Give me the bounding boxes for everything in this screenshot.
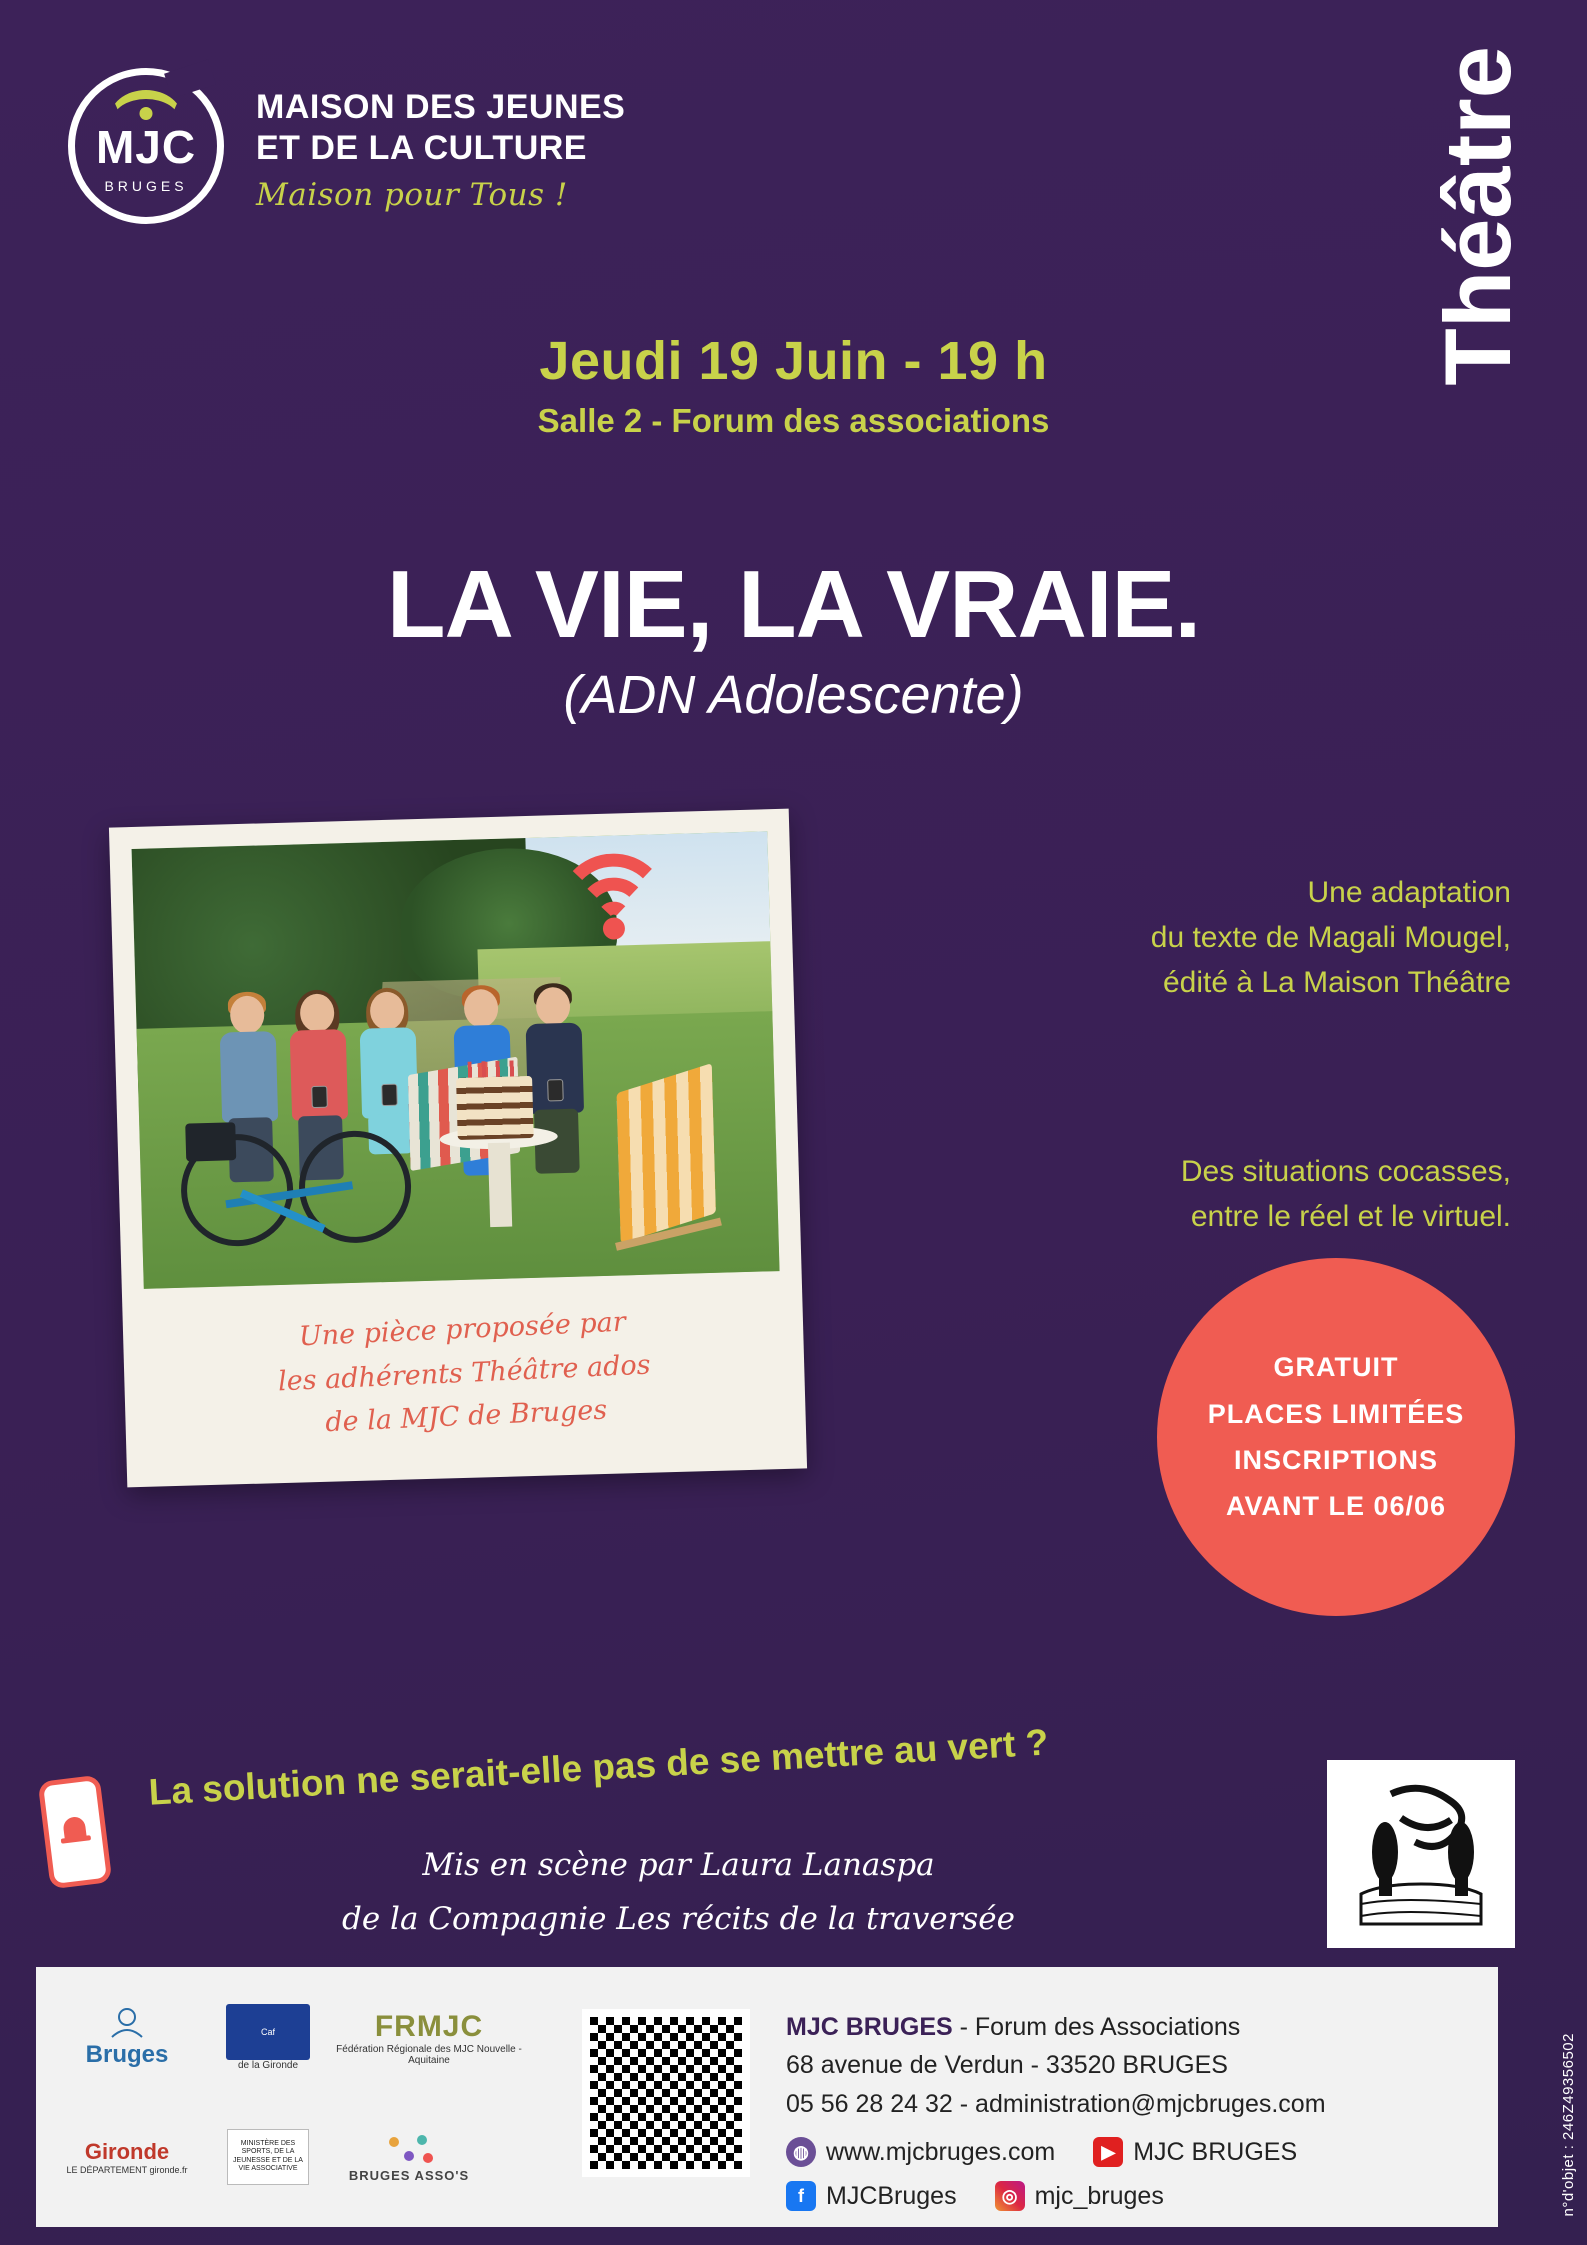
polaroid-photo (109, 809, 807, 1488)
youtube-label: MJC BRUGES (1133, 2137, 1298, 2166)
website-label: www.mjcbruges.com (826, 2137, 1056, 2166)
partner-logo-gironde (52, 2109, 202, 2205)
badge-line-4: AVANT LE 06/06 (1225, 1491, 1447, 1522)
adaptation-text (991, 870, 1511, 1005)
photo-caption-line-3: de la MJC de Bruges (324, 1394, 608, 1439)
pitch-line-2: entre le réel et le virtuel. (1190, 1200, 1511, 1233)
staging-line-2: de la Compagnie Les récits de la traversée (341, 1901, 1015, 1938)
registration-badge (1157, 1258, 1515, 1616)
partner-logo-prefet (212, 2109, 324, 2205)
deckchair (572, 1077, 726, 1241)
wifi-icon (552, 852, 675, 947)
partner-name: FRMJC (374, 2009, 484, 2043)
facebook-label: MJCBruges (826, 2182, 957, 2210)
org-line-2: ET DE LA CULTURE (256, 129, 587, 167)
partner-sub: de la Gironde (237, 2060, 299, 2071)
birthday-cake (456, 1076, 534, 1140)
partner-logo-bruges-assos (334, 2109, 484, 2205)
partner-sub: LE DÉPARTEMENT gironde.fr (66, 2164, 188, 2175)
youtube-icon: ▶ (1093, 2137, 1123, 2167)
logo-dot-icon (140, 107, 153, 120)
side-table (439, 1125, 560, 1228)
partner-name: Caf (260, 2026, 275, 2037)
instagram-icon: ◎ (995, 2181, 1025, 2211)
partner-name: Gironde (84, 2138, 170, 2164)
youtube-link[interactable] (1093, 2134, 1297, 2170)
company-logo (1327, 1760, 1515, 1948)
contact-address: 68 avenue de Verdun - 33520 BRUGES (786, 2051, 1228, 2080)
facebook-link[interactable] (786, 2178, 957, 2214)
adaptation-line-3: édité à La Maison Théâtre (1162, 966, 1511, 999)
poster-header (62, 62, 625, 230)
org-tagline: Maison pour Tous ! (256, 177, 568, 214)
badge-line-3: INSCRIPTIONS (1233, 1445, 1439, 1475)
partner-logo-frmjc (334, 1990, 524, 2086)
category-label-wrap (1395, 46, 1530, 386)
footer-bar (36, 1967, 1498, 2227)
event-place: Salle 2 - Forum des associations (537, 402, 1050, 439)
event-title-block (0, 551, 1587, 726)
bicycle (178, 1091, 412, 1247)
cast-photo (132, 831, 780, 1289)
photo-caption-line-2: les adhérents Théâtre ados (277, 1349, 652, 1398)
adaptation-line-2: du texte de Magali Mougel, (1150, 921, 1511, 954)
partner-logo-bruges (52, 1990, 202, 2086)
event-date: Jeudi 19 Juin - 19 h (539, 331, 1048, 391)
contact-org: MJC BRUGES (786, 2013, 953, 2041)
staging-line-1: Mis en scène par Laura Lanaspa (422, 1847, 935, 1883)
event-subtitle: (ADN Adolescente) (563, 664, 1024, 725)
instagram-link[interactable] (995, 2178, 1164, 2214)
adaptation-line-1: Une adaptation (1307, 876, 1511, 909)
website-link[interactable] (786, 2134, 1055, 2170)
badge-line-1: GRATUIT (1273, 1352, 1399, 1383)
category-label: Théâtre (1425, 46, 1530, 386)
contact-block (776, 1981, 1482, 2213)
badge-line-2: PLACES LIMITÉES (1207, 1398, 1465, 1429)
partner-logo-caf (212, 1990, 324, 2086)
object-reference: n°d'objet : 246Z49356502 (1560, 2033, 1577, 2217)
photo-caption (144, 1294, 785, 1454)
instagram-label: mjc_bruges (1034, 2182, 1164, 2210)
partner-sub: Fédération Régionale des MJC Nouvelle - Aquitaine (336, 2043, 522, 2066)
partner-sub: MINISTÈRE DES SPORTS, DE LA JEUNESSE ET DE LA VIE ASSOCIATIVE (233, 2140, 303, 2172)
page-title: LA VIE, LA VRAIE. (386, 551, 1201, 658)
tagline-question: La solution ne serait-elle pas de se mettre au vert ? (147, 1721, 1050, 1813)
facebook-icon: f (786, 2181, 816, 2211)
photo-caption-line-1: Une pièce proposée par (298, 1306, 627, 1353)
company-logo-art (1341, 1774, 1501, 1934)
contact-org-suffix: - Forum des Associations (952, 2013, 1241, 2041)
event-date-block (0, 330, 1587, 440)
partner-name: BRUGES ASSO'S (348, 2168, 470, 2183)
mjc-logo (62, 62, 230, 230)
pitch-text (991, 1149, 1511, 1239)
org-name-block (256, 79, 625, 214)
org-line-1: MAISON DES JEUNES (256, 87, 626, 126)
logo-mjc-text: MJC (95, 121, 197, 173)
social-links (786, 2134, 1482, 2215)
contact-phone-email: 05 56 28 24 32 - administration@mjcbruges.com (786, 2089, 1326, 2118)
cake-candles (468, 1060, 520, 1077)
qr-code[interactable] (582, 2009, 750, 2177)
partner-logos (52, 1981, 572, 2213)
logo-city-text: BRUGES (104, 178, 188, 194)
description-block (991, 870, 1511, 1239)
smartphone-icon (547, 1079, 564, 1101)
partner-name: Bruges (85, 2040, 169, 2068)
globe-icon: ◍ (786, 2137, 816, 2167)
pitch-line-1: Des situations cocasses, (1180, 1155, 1511, 1188)
